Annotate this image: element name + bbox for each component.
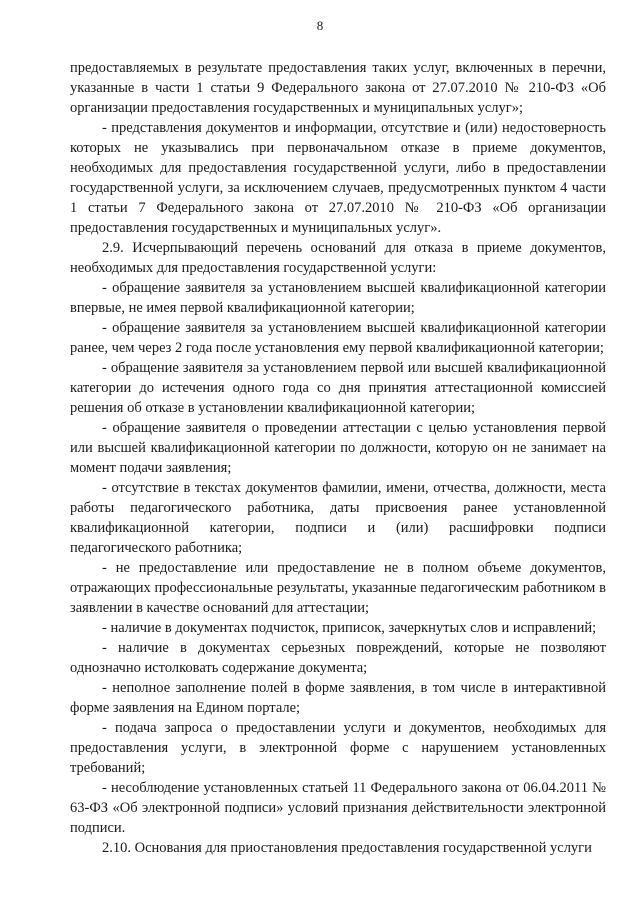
- list-item: - обращение заявителя о проведении аттестации с целью установления первой или высшей квалификационной категории по должности, которую он не занимает на момент подачи заявления;: [70, 420, 606, 476]
- list-item: - не предоставление или предоставление не в полном объеме документов, отражающих профессиональные результаты, указанные педагогическим работником в заявлении в качестве оснований для аттестации;: [70, 560, 606, 616]
- document-body: [70, 58, 606, 858]
- list-item: - обращение заявителя за установлением высшей квалификационной категории впервые, не имея первой квалификационной категории;: [70, 280, 606, 316]
- list-item: - обращение заявителя за установлением высшей квалификационной категории ранее, чем через 2 года после установления ему первой квалификационной категории;: [70, 320, 606, 356]
- paragraph: предоставляемых в результате предоставления таких услуг, включенных в перечни, указанные в части 1 статьи 9 Федерального закона от 27.07.2010 № 210-ФЗ «Об организации предоставления государственных и муниципальных услуг»;: [70, 60, 606, 116]
- list-item: - отсутствие в текстах документов фамилии, имени, отчества, должности, места работы педагогического работника, даты присвоения ранее установленной квалификационной категории, подписи и (или) расшифровки подписи педагогического работника;: [70, 480, 606, 556]
- list-item: - обращение заявителя за установлением первой или высшей квалификационной категории до истечения одного года со дня принятия аттестационной комиссией решения об отказе в установлении квалификационной категории;: [70, 360, 606, 416]
- list-item: - подача запроса о предоставлении услуги и документов, необходимых для предоставления услуги, в электронной форме с нарушением установленных требований;: [70, 720, 606, 776]
- page-number: 8: [316, 18, 324, 33]
- section-heading-2-9: 2.9. Исчерпывающий перечень оснований для отказа в приеме документов, необходимых для предоставления государственной услуги:: [70, 240, 606, 276]
- list-item: - несоблюдение установленных статьей 11 Федерального закона от 06.04.2011 № 63-ФЗ «Об электронной подписи» условий признания действительности электронной подписи.: [70, 780, 606, 836]
- section-heading-2-10: 2.10. Основания для приостановления предоставления государственной услуги: [102, 840, 592, 856]
- list-item: - неполное заполнение полей в форме заявления, в том числе в интерактивной форме заявления на Едином портале;: [70, 680, 606, 716]
- list-item: - наличие в документах подчисток, приписок, зачеркнутых слов и исправлений;: [102, 620, 597, 636]
- paragraph: - представления документов и информации, отсутствие и (или) недостоверность которых не указывались при первоначальном отказе в приеме документов, необходимых для предоставления государственной услуги, либо в предоставлении государственной услуги, за исключением случаев, предусмотренных пунктом 4 части 1 статьи 7 Федерального закона от 27.07.2010 № 210-ФЗ «Об организации предоставления государственных и муниципальных услуг».: [70, 120, 606, 236]
- list-item: - наличие в документах серьезных повреждений, которые не позволяют однозначно истолковать содержание документа;: [70, 640, 606, 676]
